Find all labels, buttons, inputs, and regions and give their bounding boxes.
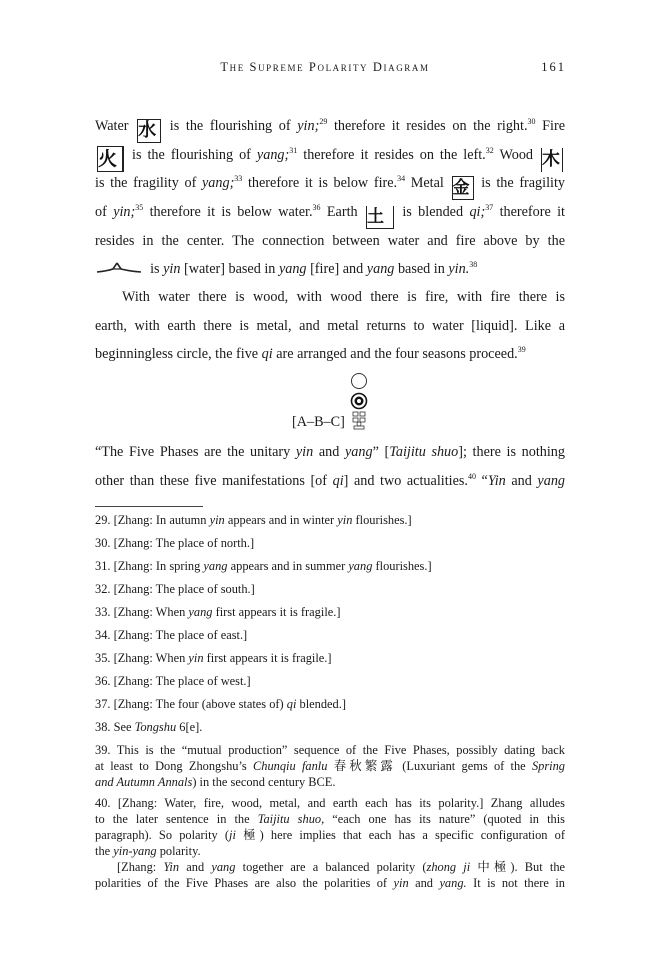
note-ref-36[interactable]: 36 <box>312 203 321 213</box>
note-ref-37[interactable]: 37 <box>485 203 494 213</box>
footnote-30: 30. [Zhang: The place of north.] <box>95 536 255 550</box>
note-ref-33[interactable]: 33 <box>234 174 243 184</box>
note-ref-30[interactable]: 30 <box>527 117 536 126</box>
text-line: is yin [water] based in yang [fire] and yang based in yin.$^{38}$ <box>95 255 565 284</box>
note-ref-29[interactable]: 29 <box>319 117 328 126</box>
note-ref-38[interactable]: 38 <box>469 260 478 270</box>
note-ref-31[interactable]: 31 <box>289 145 298 155</box>
text-line: earth, with earth there is metal, and metal returns to water [liquid]. Like a <box>95 317 565 334</box>
footnote-36: 36. [Zhang: The place of west.] <box>95 674 251 688</box>
text-line: other than these five manifestations [of qi] and two actualities.$^{40}$ “Yin and yang <box>95 471 566 489</box>
text-line: beginningless circle, the five qi are arranged and the four seasons proceed.$^{39}$ <box>95 345 526 362</box>
footnote-35: 35. [Zhang: When yin first appears it is fragile.] <box>95 651 332 665</box>
text-line: is the fragility of yang;$^{33}$ therefore it is below fire.$^{34}$ Metal 金 is the fragility <box>95 174 566 199</box>
paragraph-mutual-production <box>95 283 565 369</box>
diagram-label: [A–B–C] <box>292 414 345 430</box>
footnote-37: 37. [Zhang: The four (above states of) qi blended.] <box>95 697 346 711</box>
note-ref-40[interactable]: 40 <box>467 471 476 481</box>
text-line: “The Five Phases are the unitary yin and yang” [Taijitu shuo]; there is nothing <box>95 444 565 460</box>
wood-glyph-icon: 木 <box>541 148 563 172</box>
metal-glyph-icon: 金 <box>452 176 474 200</box>
text-line: Water 水 is the flourishing of yin;$^{29}$ therefore it resides on the right.$^{30}$ Fire <box>95 117 565 141</box>
footnote-32: 32. [Zhang: The place of south.] <box>95 582 255 596</box>
text-line: resides in the center. The connection between water and fire above by the <box>95 232 565 249</box>
note-ref-35[interactable]: 35 <box>135 203 144 213</box>
text-line: With water there is wood, with wood there is fire, with fire there is <box>122 289 565 305</box>
footnote-38: 38. See Tongshu 6[e]. <box>95 720 203 734</box>
note-ref-32[interactable]: 32 <box>485 145 494 155</box>
paragraph-unitary-yin-yang <box>95 438 565 495</box>
water-fire-connector-icon <box>95 259 143 275</box>
footnote-40: 40. [Zhang: Water, fire, wood, metal, and earth each has its polarity.] Zhang alludes to the later sentence in the Taijitu shuo, “each one has its nature” (quoted in this paragraph). So polarity (ji 極) here implies that each has a specific configuration of the yin-yang polarity. [Zhang: Yin and yang together are a balanced polarity (zhong ji 中極). But the polarities of the Five Phases are also the polarities of yin and yang. It is not there in <box>95 796 566 890</box>
running-title: The Supreme Polarity Diagram <box>220 60 430 74</box>
footnote-rule <box>95 506 203 507</box>
running-header <box>0 60 650 80</box>
note-ref-34[interactable]: 34 <box>397 174 406 184</box>
footnote-34: 34. [Zhang: The place of east.] <box>95 628 248 642</box>
page-number: 161 <box>541 60 566 74</box>
text-line: 火 is the flourishing of yang;$^{31}$ therefore it resides on the left.$^{32}$ Wood 木 <box>95 141 565 170</box>
footnote-31: 31. [Zhang: In spring yang appears and in summer yang flourishes.] <box>95 559 432 573</box>
footnote-29: 29. [Zhang: In autumn yin appears and in winter yin flourishes.] <box>95 513 412 527</box>
water-glyph-icon: 水 <box>137 119 161 143</box>
paragraph-five-phases-positions <box>95 112 565 284</box>
supreme-polarity-diagram-fragment <box>288 372 388 432</box>
footnote-39: 39. This is the “mutual production” sequence of the Five Phases, possibly dating back at least to Dong Zhongshu’s Chunqiu fanlu 春秋繁露 (Luxuriant gems of the Spring and Autumn Annals) in the second century BCE. <box>95 743 565 789</box>
note-ref-39[interactable]: 39 <box>517 345 526 354</box>
text-line: of yin;$^{35}$ therefore it is below water.$^{36}$ Earth 土 is blended qi;$^{37}$ therefore it <box>95 203 565 228</box>
earth-glyph-icon: 土 <box>366 206 394 229</box>
footnote-33: 33. [Zhang: When yang first appears it is fragile.] <box>95 605 341 619</box>
fire-glyph-icon: 火 <box>97 146 124 172</box>
